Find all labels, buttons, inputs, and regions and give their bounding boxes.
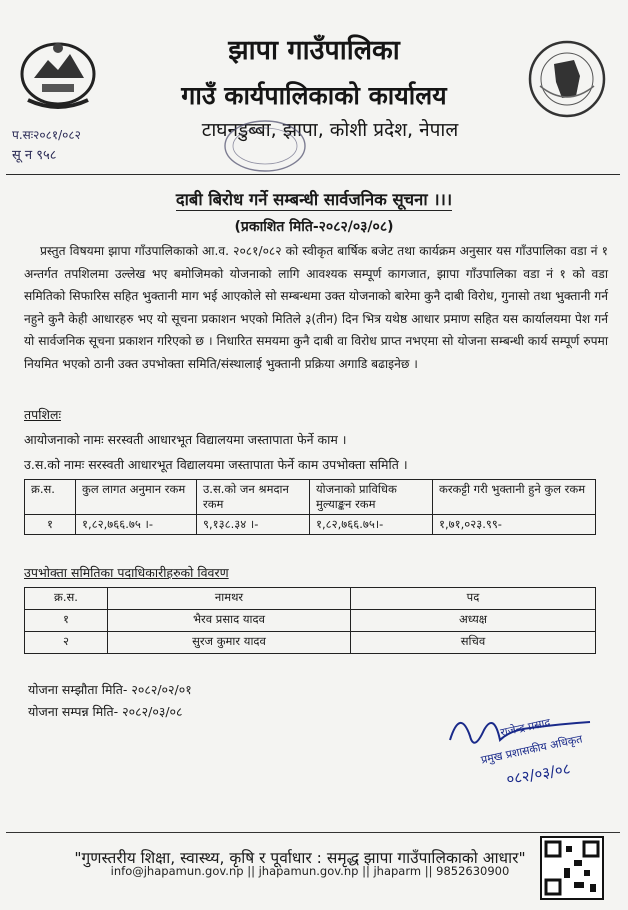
notice-title-text: दाबी बिरोध गर्ने सम्बन्धी सार्वजनिक सूचना ।।। — [175, 190, 453, 209]
cost-cell-estimate: १,८२,७६६.७५ ।- — [76, 515, 197, 535]
official-name: सुरज कुमार यादव — [108, 632, 351, 654]
signature-date: ०८२/०३/०८ — [504, 759, 572, 789]
officials-header-row — [25, 588, 596, 610]
official-sn: २ — [25, 632, 108, 654]
official-position: सचिव — [351, 632, 596, 654]
header-divider — [6, 174, 620, 175]
footer-slogan: "गुणस्तरीय शिक्षा, स्वास्थ्य, कृषि र पूर्वाधार : समृद्ध झापा गाउँपालिकाको आधार" — [74, 849, 526, 867]
cost-cell-evaluation: १,८२,७६६.७५।- — [310, 515, 433, 535]
official-sn: १ — [25, 610, 108, 632]
cost-cell-labor: ९,१३८.३४ ।- — [197, 515, 310, 535]
officials-header-name: नामथर — [108, 588, 351, 610]
footer-contact: info@jhapamun.gov.np || jhapamun.gov.np || jhaparm || 9852630900 — [110, 864, 510, 878]
footer-divider — [6, 832, 620, 833]
officials-header-position: पद — [351, 588, 596, 610]
officials-label: उपभोक्ता समितिका पदाधिकारीहरुको विवरण — [24, 565, 229, 580]
reference-number: सू न ९५८ — [12, 148, 57, 163]
cost-table — [24, 479, 596, 535]
completion-date: योजना सम्पन्न मिति- २०८२/०३/०८ — [28, 704, 183, 719]
cost-header-estimate: कुल लागत अनुमान रकम — [76, 480, 197, 515]
office-name: गाउँ कार्यपालिकाको कार्यालय — [181, 81, 447, 110]
table-row — [25, 632, 596, 654]
details-label: तपशिलः — [24, 407, 61, 422]
committee-name: उ.स.को नामः सरस्वती आधारभूत विद्यालयमा जस्तापाता फेर्ने काम उपभोक्ता समिति । — [24, 457, 408, 472]
notice-title — [0, 187, 628, 210]
cost-header-payable: करकट्टी गरी भुक्तानी हुने कुल रकम — [433, 480, 596, 515]
cost-cell-sn: १ — [25, 515, 76, 535]
official-position: अध्यक्ष — [351, 610, 596, 632]
reference-fiscal-year: प.सः२०८१/०८२ — [12, 128, 81, 142]
cost-cell-payable: १,७१,०२३.९९- — [433, 515, 596, 535]
project-name: आयोजनाको नामः सरस्वती आधारभूत विद्यालयमा जस्तापाता फेर्ने काम । — [24, 432, 347, 447]
officials-header-sn: क्र.स. — [25, 588, 108, 610]
table-row — [25, 610, 596, 632]
office-stamp — [222, 118, 308, 174]
qr-code-icon — [540, 836, 604, 900]
notice-body: प्रस्तुत विषयमा झापा गाँउपालिकाको आ.व. २०८१/०८२ को स्वीकृत बार्षिक बजेट तथा कार्यक्रम अनुसार यस गाँउपालिका वडा नं १ अन्तर्गत तपशिलमा उल्लेख भए बमोजिमको योजनाको लागि आवश्यक सम्पूर्ण कागजात, झापा गाँउपालिका वडा नं १ को वडा समितिको सिफारिस सहित भुक्तानी माग भई आएकोले सो सम्बन्धमा उक्त योजनाको बारेमा कुनै दाबी विरोध, गुनासो तथा भुक्तानी गर्न नहुने कुनै केही आधारहरु भए यो सूचना प्रकाशन भएको मितिले ३(तीन) दिन भित्र यथेष्ठ आधार प्रमाण सहित यस कार्यालयमा पेश गर्न यो सार्वजनिक सूचना प्रकाशन गरिएको छ । निधारित समयमा कुनै दाबी वा विरोध प्राप्त नभएमा सो योजना सम्बन्धी कार्य सम्पूर्ण रुपमा नियमित भएको ठानी उक्त उपभोक्ता समिति/संस्थालाई भुक्तानी प्रक्रिया अगाडि बढाइनेछ । — [24, 244, 608, 371]
officials-table — [24, 587, 596, 654]
official-name: भैरव प्रसाद यादव — [108, 610, 351, 632]
cost-header-labor: उ.स.को जन श्रमदान रकम — [197, 480, 310, 515]
cost-table-header-row — [25, 480, 596, 515]
signatory-name: राजेन्द्र प्रसाद — [499, 715, 552, 740]
signature-block — [440, 700, 620, 800]
table-row — [25, 515, 596, 535]
cost-header-evaluation: योजनाको प्राविधिक मुल्याङ्कन रकम — [310, 480, 433, 515]
published-date: (प्रकाशित मिति-२०८२/०३/०८) — [234, 219, 394, 235]
agreement-date: योजना सम्झौता मिति- २०८२/०२/०१ — [28, 682, 192, 697]
municipality-name: झापा गाउँपालिका — [228, 35, 400, 66]
signatory-designation: प्रमुख प्रशासकीय अधिकृत — [479, 732, 584, 767]
office-address: टाघनडुब्बा, झापा, कोशी प्रदेश, नेपाल — [201, 119, 459, 141]
cost-header-sn: क्र.स. — [25, 480, 76, 515]
